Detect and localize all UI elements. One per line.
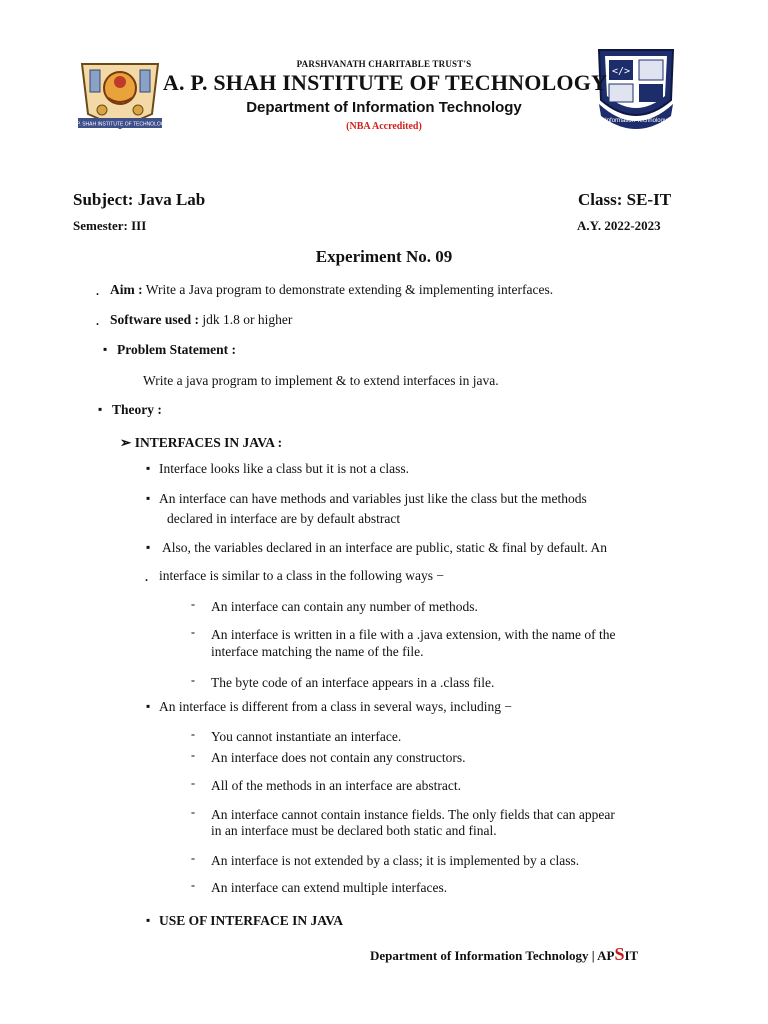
dash-bullet-icon: - <box>191 673 195 687</box>
different-intro: An interface is different from a class in several ways, including − <box>159 699 512 714</box>
semester-label: Semester: III <box>73 218 147 233</box>
footer-ap: AP <box>597 948 615 963</box>
dash-bullet-icon: - <box>191 878 195 892</box>
subject-label: Subject: Java Lab <box>73 190 206 209</box>
aim-line <box>110 281 553 298</box>
academic-year-label: A.Y. 2022-2023 <box>577 218 661 233</box>
institute-name: A. P. SHAH INSTITUTE OF TECHNOLOGY <box>162 70 608 95</box>
similar-item: An interface can contain any number of methods. <box>211 599 478 614</box>
bullet-icon: . <box>96 284 99 298</box>
dash-bullet-icon: - <box>191 851 195 865</box>
different-item: An interface is not extended by a class; it is implemented by a class. <box>211 853 580 868</box>
square-bullet-icon: ▪ <box>146 491 151 505</box>
bullet-icon: . <box>96 314 99 328</box>
different-item: All of the methods in an interface are abstract. <box>211 778 462 793</box>
square-bullet-icon: ▪ <box>98 402 103 416</box>
square-bullet-icon: ▪ <box>146 540 151 554</box>
theory-point-cont: declared in interface are by default abstract <box>167 511 401 526</box>
dash-bullet-icon: - <box>191 597 195 611</box>
theory-point: Interface looks like a class but it is not a class. <box>159 461 410 476</box>
square-bullet-icon: ▪ <box>103 342 108 356</box>
aim-label: Aim : <box>110 282 143 297</box>
square-bullet-icon: ▪ <box>146 699 151 713</box>
dash-bullet-icon: - <box>191 748 195 762</box>
bullet-icon: . <box>145 570 148 584</box>
square-bullet-icon: ▪ <box>146 461 151 475</box>
problem-text: Write a java program to implement & to extend interfaces in java. <box>143 373 499 388</box>
dash-bullet-icon: - <box>191 805 195 819</box>
problem-label: Problem Statement : <box>117 342 236 357</box>
software-label: Software used : <box>110 312 199 327</box>
dash-bullet-icon: - <box>191 727 195 741</box>
different-item: An interface can extend multiple interfaces. <box>211 880 448 895</box>
experiment-title: Experiment No. 09 <box>315 247 453 266</box>
section-title: INTERFACES IN JAVA : <box>134 435 283 450</box>
square-bullet-icon: ▪ <box>146 913 151 927</box>
page-footer <box>370 944 638 965</box>
footer-it: IT <box>624 948 639 963</box>
theory-point: interface is similar to a class in the following ways − <box>159 568 445 583</box>
aim-text: Write a Java program to demonstrate extending & implementing interfaces. <box>142 282 554 297</box>
footer-s: S <box>614 944 625 964</box>
software-text: jdk 1.8 or higher <box>199 312 293 327</box>
similar-item: The byte code of an interface appears in a .class file. <box>211 675 495 690</box>
theory-label: Theory : <box>112 402 162 417</box>
footer-dept: Department of Information Technology <box>370 948 589 963</box>
trust-name: PARSHVANATH CHARITABLE TRUST'S <box>296 59 472 69</box>
footer-sep: | <box>588 948 598 963</box>
dash-bullet-icon: - <box>191 625 195 639</box>
section-interfaces <box>120 434 282 451</box>
accreditation-badge: (NBA Accredited) <box>346 121 422 132</box>
svg-text:</>: </> <box>611 66 631 77</box>
dash-bullet-icon: - <box>191 776 195 790</box>
similar-item: An interface is written in a file with a .java extension, with the name of the <box>211 627 616 642</box>
department-name: Department of Information Technology <box>246 99 522 116</box>
svg-text:Information Technology: Information Technology <box>605 118 667 124</box>
use-of-interface-title: USE OF INTERFACE IN JAVA <box>159 913 344 928</box>
different-item-cont: in an interface must be declared both static and final. <box>211 823 497 838</box>
svg-text:A.P. SHAH INSTITUTE OF TECHNOL: A.P. SHAH INSTITUTE OF TECHNOLOGY <box>72 121 168 128</box>
different-item: An interface does not contain any constructors. <box>211 750 466 765</box>
similar-item-cont: interface matching the name of the file. <box>211 644 424 659</box>
theory-point: Also, the variables declared in an interface are public, static & final by default. An <box>162 540 607 555</box>
different-item: You cannot instantiate an interface. <box>211 729 402 744</box>
software-line <box>110 311 292 328</box>
class-label: Class: SE-IT <box>578 190 672 209</box>
arrow-bullet-icon: ➢ <box>120 435 132 450</box>
different-item: An interface cannot contain instance fields. The only fields that can appear <box>211 807 615 822</box>
theory-point: An interface can have methods and variables just like the class but the methods <box>159 491 587 506</box>
